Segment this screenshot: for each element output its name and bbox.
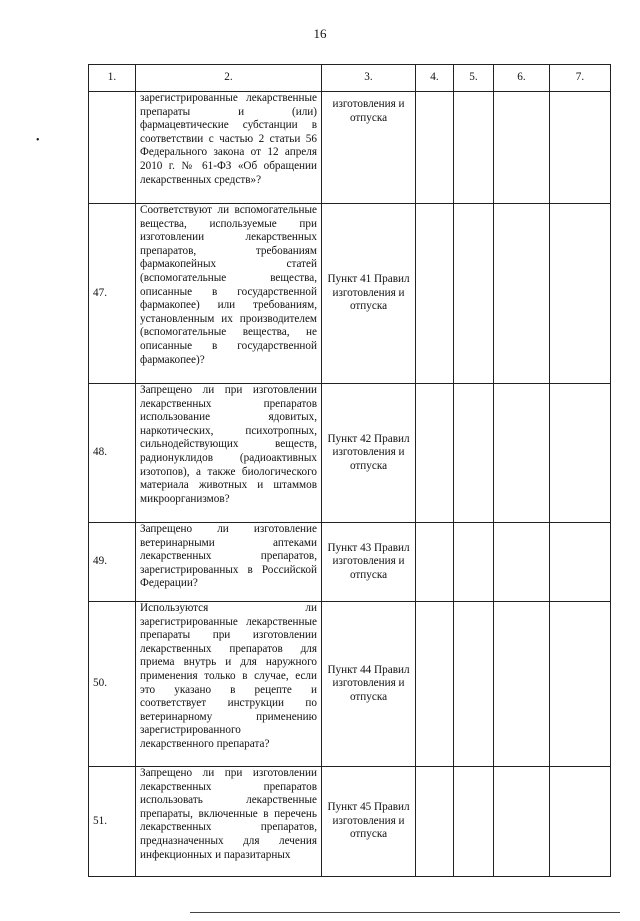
table-row bbox=[89, 523, 611, 602]
row-number bbox=[89, 92, 136, 204]
row-number: 51. bbox=[89, 767, 136, 877]
col-header-5: 5. bbox=[454, 65, 494, 92]
row-number: 49. bbox=[89, 523, 136, 602]
answer-cell-7[interactable] bbox=[550, 384, 611, 523]
answer-cell-4[interactable] bbox=[416, 767, 454, 877]
legal-reference: Пункт 43 Правил изготовления и отпуска bbox=[322, 523, 416, 602]
answer-cell-7[interactable] bbox=[550, 523, 611, 602]
col-header-3: 3. bbox=[322, 65, 416, 92]
question-text: Запрещено ли изготовление ветеринарными аптеками лекарственных препаратов, зарегистрированных в Российской Федерации? bbox=[136, 523, 322, 602]
answer-cell-5[interactable] bbox=[454, 92, 494, 204]
answer-cell-7[interactable] bbox=[550, 204, 611, 384]
answer-cell-4[interactable] bbox=[416, 204, 454, 384]
question-text: Запрещено ли при изготовлении лекарственных препаратов использование ядовитых, наркотических, психотропных, сильнодействующих веществ, радионуклидов (радиоактивных изотопов), а также биологического материала животных и штаммов микроорганизмов? bbox=[136, 384, 322, 523]
answer-cell-6[interactable] bbox=[494, 523, 550, 602]
col-header-4: 4. bbox=[416, 65, 454, 92]
answer-cell-5[interactable] bbox=[454, 523, 494, 602]
answer-cell-4[interactable] bbox=[416, 92, 454, 204]
answer-cell-6[interactable] bbox=[494, 602, 550, 767]
table-row bbox=[89, 767, 611, 877]
legal-reference: Пункт 45 Правил изготовления и отпуска bbox=[322, 767, 416, 877]
table-row bbox=[89, 92, 611, 204]
table-header-row bbox=[89, 65, 611, 92]
answer-cell-6[interactable] bbox=[494, 204, 550, 384]
row-number: 48. bbox=[89, 384, 136, 523]
checklist-table bbox=[88, 64, 611, 877]
question-text: Используются ли зарегистрированные лекарственные препараты при изготовлении лекарственных препаратов для приема внутрь и для наружного применения только в случае, если это указано в рецепте и соответствует инструкции по ветеринарному применению зарегистрированного лекарственного препарата? bbox=[136, 602, 322, 767]
answer-cell-6[interactable] bbox=[494, 384, 550, 523]
col-header-6: 6. bbox=[494, 65, 550, 92]
table-row bbox=[89, 602, 611, 767]
col-header-7: 7. bbox=[550, 65, 611, 92]
legal-reference: Пункт 41 Правил изготовления и отпуска bbox=[322, 204, 416, 384]
answer-cell-7[interactable] bbox=[550, 92, 611, 204]
answer-cell-5[interactable] bbox=[454, 602, 494, 767]
answer-cell-6[interactable] bbox=[494, 92, 550, 204]
answer-cell-4[interactable] bbox=[416, 384, 454, 523]
table-row bbox=[89, 384, 611, 523]
answer-cell-4[interactable] bbox=[416, 602, 454, 767]
legal-reference: изготовления и отпуска bbox=[322, 92, 416, 204]
question-text: зарегистрированные лекарственные препараты и (или) фармацевтические субстанции в соответствии с частью 2 статьи 56 Федерального закона от 12 апреля 2010 г. № 61-ФЗ «Об обращении лекарственных средств»? bbox=[136, 92, 322, 204]
answer-cell-7[interactable] bbox=[550, 602, 611, 767]
scan-speck: • bbox=[36, 135, 40, 146]
question-text: Запрещено ли при изготовлении лекарственных препаратов использовать лекарственные препараты, включенные в перечень лекарственных препаратов, предназначенных для лечения инфекционных и паразитарных bbox=[136, 767, 322, 877]
answer-cell-5[interactable] bbox=[454, 384, 494, 523]
table-row bbox=[89, 204, 611, 384]
answer-cell-7[interactable] bbox=[550, 767, 611, 877]
legal-reference: Пункт 42 Правил изготовления и отпуска bbox=[322, 384, 416, 523]
legal-reference: Пункт 44 Правил изготовления и отпуска bbox=[322, 602, 416, 767]
row-number: 50. bbox=[89, 602, 136, 767]
col-header-2: 2. bbox=[136, 65, 322, 92]
answer-cell-5[interactable] bbox=[454, 767, 494, 877]
answer-cell-5[interactable] bbox=[454, 204, 494, 384]
bottom-scan-line bbox=[190, 912, 620, 913]
answer-cell-6[interactable] bbox=[494, 767, 550, 877]
row-number: 47. bbox=[89, 204, 136, 384]
col-header-1: 1. bbox=[89, 65, 136, 92]
question-text: Соответствуют ли вспомогательные вещества, используемые при изготовлении лекарственных препаратов, требованиям фармакопейных статей (вспомогательные вещества, описанные в государственной фармакопее) или требованиям, установленным их производителем (вспомогательные вещества, не описанные в государственной фармакопее)? bbox=[136, 204, 322, 384]
page-number: 16 bbox=[313, 26, 327, 41]
answer-cell-4[interactable] bbox=[416, 523, 454, 602]
